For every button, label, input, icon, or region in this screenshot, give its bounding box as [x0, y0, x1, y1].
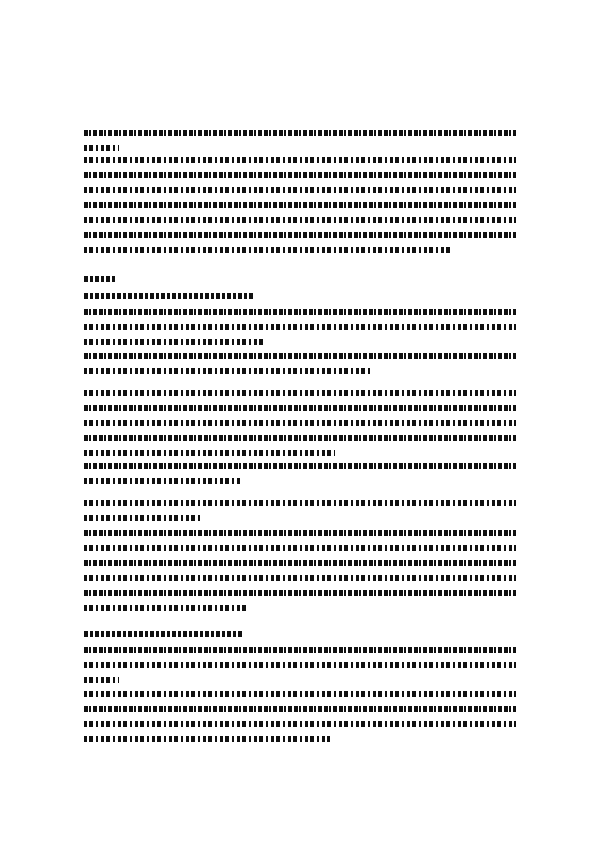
text-line — [84, 157, 516, 163]
text-line — [84, 575, 516, 581]
paragraph-7 — [84, 500, 516, 530]
paragraph-10 — [84, 691, 516, 751]
text-line — [84, 515, 201, 521]
text-line — [84, 187, 516, 193]
text-line — [84, 247, 451, 253]
paragraph-3 — [84, 309, 516, 354]
text-line — [84, 545, 516, 551]
text-line — [84, 130, 516, 136]
paragraph-4 — [84, 353, 516, 383]
paragraph-9 — [84, 647, 516, 692]
text-line — [84, 691, 516, 697]
paragraph-1 — [84, 130, 516, 160]
text-line — [84, 706, 516, 712]
text-line — [84, 324, 516, 330]
text-line — [84, 145, 119, 151]
paragraph-6 — [84, 463, 516, 493]
text-line — [84, 353, 516, 359]
text-line — [84, 420, 516, 426]
section-heading — [84, 293, 254, 299]
paragraph-8 — [84, 530, 516, 620]
text-line — [84, 202, 516, 208]
page-heading — [84, 97, 179, 109]
text-line — [84, 217, 516, 223]
text-line — [84, 560, 516, 566]
text-line — [84, 339, 265, 345]
text-line — [84, 463, 516, 469]
section-label — [84, 276, 116, 282]
text-line — [84, 662, 516, 668]
text-line — [84, 500, 516, 506]
text-line — [84, 390, 516, 396]
text-line — [84, 368, 373, 374]
text-line — [84, 172, 516, 178]
text-line — [84, 677, 119, 683]
text-line — [84, 736, 330, 742]
text-line — [84, 647, 516, 653]
text-line — [84, 721, 516, 727]
text-line — [84, 450, 335, 456]
text-line — [84, 605, 248, 611]
text-line — [84, 590, 516, 596]
text-line — [84, 530, 516, 536]
paragraph-5 — [84, 390, 516, 465]
text-line — [84, 309, 516, 315]
text-line — [84, 232, 516, 238]
text-line — [84, 435, 516, 441]
paragraph-2 — [84, 157, 516, 262]
text-line — [84, 478, 240, 484]
section-heading — [84, 631, 244, 637]
text-line — [84, 405, 516, 411]
